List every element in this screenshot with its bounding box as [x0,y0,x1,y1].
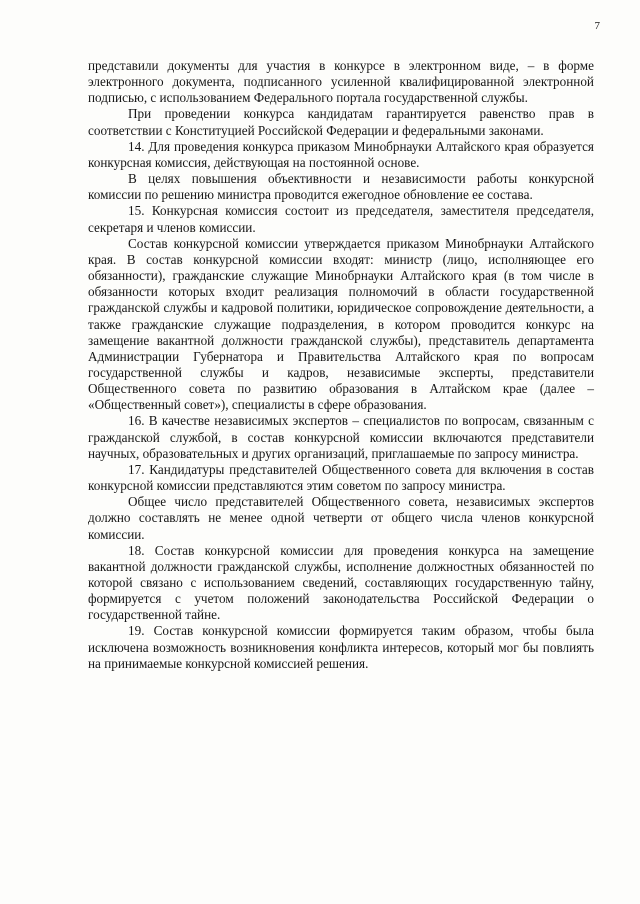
paragraph-quarter-rule: Общее число представителей Общественного совета, независимых экспертов должно составлять не менее одной четверти от общего числа членов конкурсной комиссии. [88,494,594,542]
paragraph-clause-19: 19. Состав конкурсной комиссии формируется таким образом, чтобы была исключена возможность возникновения конфликта интересов, который мог бы повлиять на принимаемые конкурсной комиссией решения. [88,623,594,671]
paragraph-clause-15: 15. Конкурсная комиссия состоит из председателя, заместителя председателя, секретаря и членов комиссии. [88,203,594,235]
paragraph-clause-17: 17. Кандидатуры представителей Общественного совета для включения в состав конкурсной комиссии представляются этим советом по запросу министра. [88,461,594,494]
paragraph-annual-renewal: В целях повышения объективности и независимости работы конкурсной комиссии по решению министра проводится ежегодное обновление ее состава. [88,171,594,203]
paragraph-clause-14: 14. Для проведения конкурса приказом Минобрнауки Алтайского края образуется конкурсная комиссия, действующая на постоянной основе. [88,138,594,170]
page-number: 7 [594,20,600,32]
paragraph-clause-18: 18. Состав конкурсной комиссии для проведения конкурса на замещение вакантной должности гражданской службы, исполнение должностных обязанностей по которой связано с использованием сведений, составляющих государственную тайну, формируется с учетом положений законодательства Российской Федерации о государственной тайне. [88,542,594,623]
paragraph-clause-16: 16. В качестве независимых экспертов – специалистов по вопросам, связанным с гражданской службой, в состав конкурсной комиссии включаются представители научных, образовательных и других организаций, приглашаемые по запросу министра. [88,413,594,461]
paragraph-commission-composition: Состав конкурсной комиссии утверждается приказом Минобрнауки Алтайского края. В состав конкурсной комиссии входят: министр (лицо, исполняющее его обязанности), гражданские служащие Минобрнауки Алтайского края (в том числе в обязанности которых входит реализация полномочий в области государственной гражданской службы и кадровой политики, юридическое сопровождение деятельности, а также гражданские служащие подразделения, в котором проводится конкурс на замещение вакантной должности гражданской службы), представитель департамента Администрации Губернатора и Правительства Алтайского края по вопросам государственной службы и кадров, независимые эксперты, представители Общественного совета по развитию образования в Алтайском крае (далее – «Общественный совет»), специалисты в сфере образования. [88,235,594,413]
paragraph-continuation: представили документы для участия в конкурсе в электронном виде, – в форме электронного документа, подписанного усиленной квалифицированной электронной подписью, с использованием Федерального портала государственной службы. [88,58,594,106]
paragraph-equal-rights: При проведении конкурса кандидатам гарантируется равенство прав в соответствии с Конституцией Российской Федерации и федеральными законами. [88,106,594,138]
document-body [88,58,594,672]
